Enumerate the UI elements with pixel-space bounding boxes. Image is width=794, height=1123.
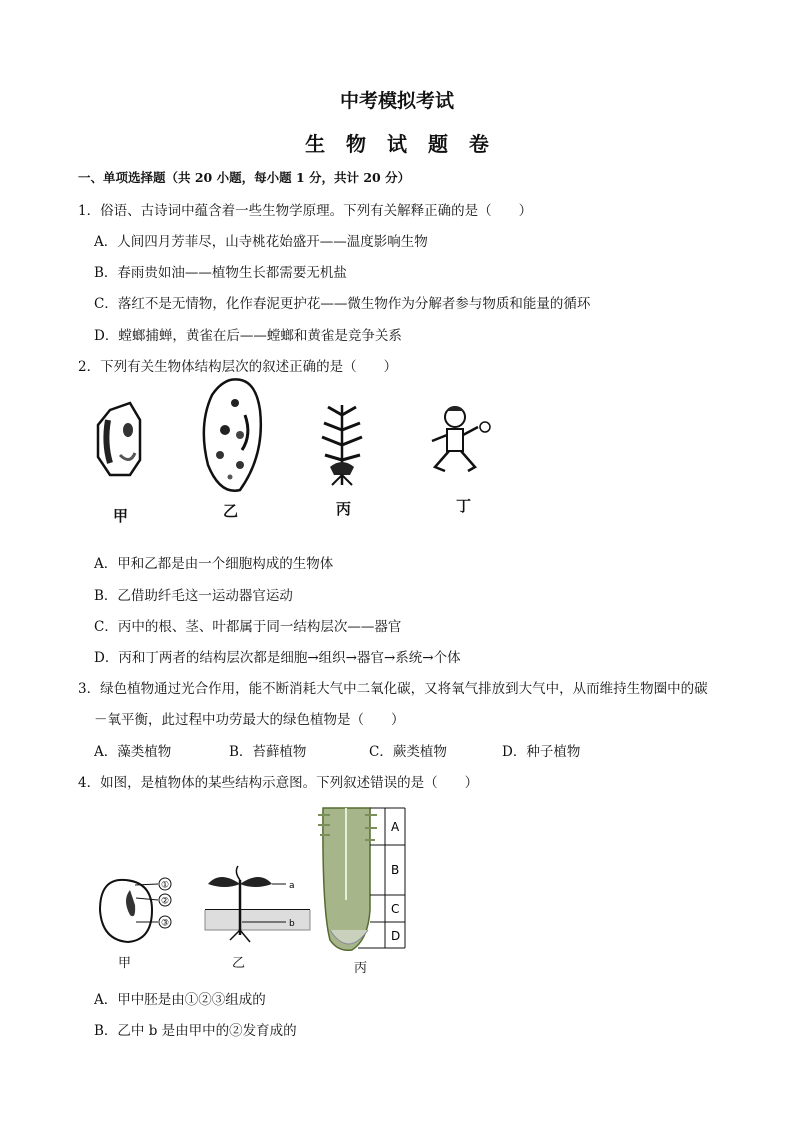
plant-cell-illustration	[98, 403, 140, 475]
question-2-option-c: C．丙中的根、茎、叶都属于同一结构层次——器官	[94, 619, 402, 635]
root-zone-d: D	[391, 929, 401, 943]
question-3-stem-line-1: 3．绿色植物通过光合作用，能不断消耗大气中二氧化碳，又将氧气排放到大气中，从而维持生物圈中的碳	[78, 681, 708, 697]
root-zone-b: B	[391, 863, 400, 877]
root-tip-illustration	[318, 808, 405, 950]
question-2-label-yi: 乙	[223, 502, 239, 520]
seed-mark-3: ③	[160, 918, 170, 929]
question-4-option-a: A．甲中胚是由①②③组成的	[94, 992, 266, 1008]
seedling-illustration	[205, 866, 310, 942]
question-3-option-d: D．种子植物	[502, 744, 581, 760]
question-1-option-a: A．人间四月芳菲尽，山寺桃花始盛开——温度影响生物	[94, 234, 428, 250]
seed-mark-2: ②	[160, 896, 170, 907]
seedling-mark-a: a	[289, 881, 295, 891]
question-2-option-a: A．甲和乙都是由一个细胞构成的生物体	[94, 556, 334, 572]
question-4-label-jia: 甲	[118, 956, 132, 971]
question-1-option-b: B．春雨贵如油——植物生长都需要无机盐	[94, 265, 347, 281]
question-2-label-ding: 丁	[456, 497, 472, 515]
question-2-option-d: D．丙和丁两者的结构层次都是细胞→组织→器官→系统→个体	[94, 650, 461, 666]
exam-title: 中考模拟考试	[339, 90, 454, 112]
question-2-stem: 2．下列有关生物体结构层次的叙述正确的是（ ）	[78, 359, 398, 375]
question-3-stem-line-2: －氧平衡，此过程中功劳最大的绿色植物是（ ）	[94, 712, 405, 728]
question-1-stem: 1．俗语、古诗词中蕴含着一些生物学原理。下列有关解释正确的是（ ）	[78, 203, 533, 219]
paramecium-illustration	[204, 379, 261, 490]
question-4-figure	[90, 800, 420, 975]
child-illustration	[432, 406, 490, 471]
seedling-mark-b: b	[289, 919, 295, 929]
question-1-option-d: D．螳螂捕蝉，黄雀在后——螳螂和黄雀是竞争关系	[94, 328, 402, 344]
exam-subtitle: 生 物 试 题 卷	[305, 132, 489, 156]
question-2-option-b: B．乙借助纤毛这一运动器官运动	[94, 588, 293, 604]
question-4-stem: 4．如图，是植物体的某些结构示意图。下列叙述错误的是（ ）	[78, 775, 479, 791]
question-3-option-b: B．苔藓植物	[229, 744, 307, 760]
question-3-option-a: A．藻类植物	[94, 744, 172, 760]
question-1-option-c: C．落红不是无情物，化作春泥更护花——微生物作为分解者参与物质和能量的循环	[94, 296, 591, 312]
section-heading: 一、单项选择题（共 20 小题，每小题 1 分，共计 20 分）	[78, 170, 411, 185]
seed-illustration	[100, 878, 171, 942]
root-zone-c: C	[391, 902, 400, 916]
question-4-label-yi: 乙	[232, 956, 246, 971]
question-3-option-c: C．蕨类植物	[369, 744, 447, 760]
plant-illustration	[322, 405, 362, 485]
question-4-label-bing: 丙	[354, 961, 368, 976]
question-2-label-bing: 丙	[336, 500, 352, 518]
question-2-label-jia: 甲	[113, 507, 129, 525]
question-4-option-b: B．乙中 b 是由甲中的②发育成的	[94, 1023, 297, 1039]
seed-mark-1: ①	[160, 880, 170, 891]
root-zone-a: A	[391, 820, 400, 834]
